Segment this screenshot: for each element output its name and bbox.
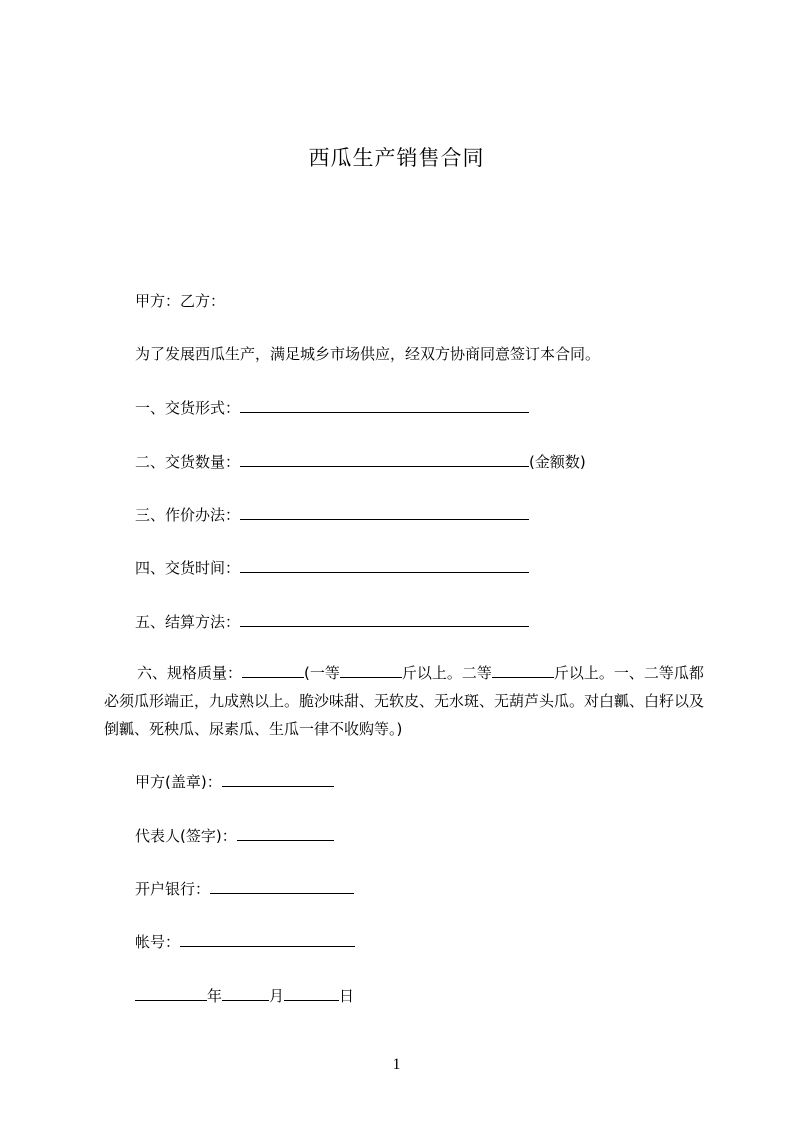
quality-text-1: (一等: [304, 664, 340, 682]
fill-blank: [240, 557, 529, 573]
clause-label: 一、交货形式：: [135, 399, 241, 417]
fill-blank: [340, 663, 402, 678]
fill-blank: [210, 878, 354, 894]
bank-label: 开户银行：: [135, 880, 211, 898]
fill-blank: [222, 985, 269, 1001]
clause-delivery-quantity: [135, 451, 586, 472]
account-line: [135, 931, 355, 952]
representative-line: [135, 825, 334, 846]
account-label: 帐号：: [135, 933, 181, 951]
year-label: 年: [207, 987, 223, 1005]
representative-label: 代表人(签字)：: [135, 827, 237, 845]
fill-blank: [240, 504, 529, 520]
clause-delivery-time: [135, 557, 529, 578]
month-label: 月: [269, 987, 285, 1005]
day-label: 日: [339, 987, 355, 1005]
date-line: [135, 985, 354, 1006]
clause-label: 五、结算方法：: [135, 613, 241, 631]
clause-quality: [104, 659, 704, 743]
fill-blank: [180, 931, 355, 947]
fill-blank: [240, 451, 529, 467]
quality-text-2: 斤以上。二等: [401, 664, 492, 682]
clause-pricing-method: [135, 504, 529, 525]
clause-label: 六、规格质量：: [137, 664, 243, 682]
preamble-text: 为了发展西瓜生产，满足城乡市场供应，经双方协商同意签订本合同。: [135, 345, 601, 363]
clause-label: 四、交货时间：: [135, 559, 241, 577]
clause-label: 三、作价办法：: [135, 506, 241, 524]
fill-blank: [242, 663, 304, 678]
clause-label: 二、交货数量：: [135, 453, 241, 471]
fill-blank: [222, 771, 334, 787]
fill-blank: [240, 397, 529, 413]
seal-label: 甲方(盖章)：: [135, 773, 222, 791]
fill-blank: [135, 985, 207, 1001]
fill-blank: [284, 985, 339, 1001]
parties-line: 甲方：乙方：: [135, 292, 226, 310]
clause-delivery-form: [135, 397, 529, 418]
clause-settlement-method: [135, 611, 529, 632]
fill-blank: [237, 825, 334, 841]
bank-line: [135, 878, 354, 899]
quality-text-3: 斤以上。一、二等瓜都必须瓜形端正，九成熟以上。脆沙味甜、无软皮、无水斑、无葫芦头瓜。对白瓤、白籽以及倒瓤、死秧瓜、尿素瓜、生瓜一律不收购等。): [104, 664, 705, 738]
fill-blank: [240, 611, 529, 627]
amount-note: (金额数): [529, 453, 586, 471]
party-a-seal-line: [135, 771, 334, 792]
document-title: 西瓜生产销售合同: [308, 146, 485, 170]
fill-blank: [492, 663, 554, 678]
page-number: 1: [392, 1056, 401, 1073]
